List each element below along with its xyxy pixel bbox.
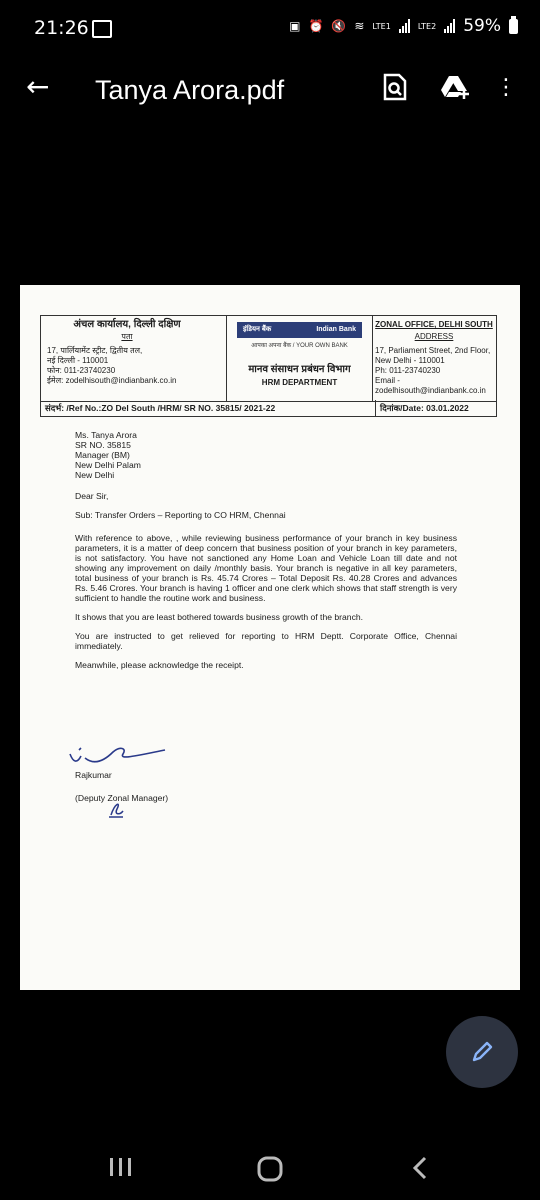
email-english: Email - zodelhisouth@indianbank.co.in (375, 376, 486, 395)
address-label-hindi: पता (121, 332, 133, 341)
body-paragraph: With reference to above, , while reviewing business performance of your branch in key business parameters, it is a matter of deep concern that business position of your branch in key parameters, is not satisfactory. You have not sanctioned any Home Loan and Vehicle Loan till date and not showing any improvement on daily /monthly basis. Your branch is negative in all key parameters, total business of your branch is Rs. 45.74 Crores – Total Deposit Rs. 40.28 Crores and advances Rs. 5.46 Crores. Your branch is having 1 officer and one clerk which shows that staff strength is very sufficient to handle the routine work and business. (75, 533, 457, 603)
addressee-line: Manager (BM) (75, 450, 130, 460)
indian-bank-logo (237, 322, 362, 338)
addressee-line: Ms. Tanya Arora (75, 430, 137, 440)
status-icons (289, 16, 518, 36)
reference-number: संदर्भ: /Ref No.:ZO Del South /HRM/ SR NO. 35815/ 2021-22 (45, 403, 276, 413)
battery-percent: 59% (463, 16, 501, 36)
navigation-bar (0, 1135, 540, 1200)
screenshot-icon: ▣ (289, 19, 301, 33)
battery-icon (509, 19, 518, 34)
letterhead-center (226, 316, 373, 401)
phone-hindi: फोन: 011-23740230 (47, 366, 116, 375)
subject-line: Sub: Transfer Orders – Reporting to CO HRM, Chennai (75, 510, 286, 520)
signatory-title: (Deputy Zonal Manager) (75, 793, 169, 803)
signal-icon-2 (444, 19, 455, 33)
find-in-page-icon[interactable] (378, 70, 412, 104)
wifi-icon: ≋ (354, 19, 365, 33)
office-title-hindi: अंचल कार्यालय, दिल्ली दक्षिण (73, 319, 181, 330)
body-paragraph: Meanwhile, please acknowledge the receipt. (75, 660, 244, 670)
letterhead (40, 315, 497, 402)
recents-icon[interactable] (106, 1155, 136, 1179)
addressee-line: New Delhi Palam (75, 460, 141, 470)
office-title-english: ZONAL OFFICE, DELHI SOUTH (375, 320, 493, 329)
salutation: Dear Sir, (75, 491, 109, 501)
logo-text-english: Indian Bank (316, 326, 356, 333)
back-arrow-icon[interactable]: ← (26, 70, 50, 103)
department-hindi: मानव संसाधन प्रबंधन विभाग (248, 364, 351, 375)
letterhead-english (375, 320, 493, 396)
edit-pencil-icon (469, 1039, 495, 1065)
logo-text-hindi: इंडियन बैंक (243, 326, 272, 333)
app-bar (0, 58, 540, 122)
signature-image (65, 740, 185, 768)
document-title: Tanya Arora.pdf (95, 75, 285, 105)
alarm-icon: ⏰ (308, 19, 324, 33)
gallery-icon (92, 20, 112, 38)
initial-mark-image (105, 799, 127, 819)
letter-date: दिनांक/Date: 03.01.2022 (375, 400, 469, 416)
body-paragraph: You are instructed to get relieved for reporting to HRM Deptt. Corporate Office, Chennai immediately. (75, 631, 457, 651)
body-paragraph: It shows that you are least bothered towards business growth of the branch. (75, 612, 364, 622)
bank-tagline: आपका अपना बैंक / YOUR OWN BANK (251, 343, 348, 349)
back-icon[interactable] (408, 1155, 434, 1181)
add-to-drive-icon[interactable] (438, 70, 472, 104)
home-icon[interactable] (256, 1155, 284, 1183)
letter-body (75, 430, 457, 679)
status-bar (0, 0, 540, 58)
addressee-block (75, 430, 457, 480)
pdf-page[interactable] (20, 285, 520, 990)
reference-row (40, 400, 497, 417)
address-line1-english: 17, Parliament Street, 2nd Floor, (375, 346, 491, 355)
status-time: 21:26 (34, 17, 89, 39)
email-hindi: ईमेल: zodelhisouth@indianbank.co.in (47, 376, 177, 385)
addressee-line: SR NO. 35815 (75, 440, 131, 450)
sim2-label: LTE2 (417, 21, 437, 31)
mute-icon: 🔇 (331, 19, 347, 33)
letterhead-hindi (47, 320, 207, 386)
address-line2-english: New Delhi - 110001 (375, 356, 445, 365)
signal-icon (399, 19, 410, 33)
edit-fab-button[interactable] (446, 1016, 518, 1088)
more-vert-icon[interactable]: ⋮ (495, 74, 517, 100)
phone-english: Ph: 011-23740230 (375, 366, 441, 375)
address-line2-hindi: नई दिल्ली - 110001 (47, 356, 109, 365)
address-label-english: ADDRESS (414, 332, 454, 341)
department-english: HRM DEPARTMENT (261, 378, 338, 387)
addressee-line: New Delhi (75, 470, 115, 480)
address-line1-hindi: 17, पार्लियामेंट स्ट्रीट, द्वितीय तल, (47, 346, 143, 355)
sim1-label: LTE1 (372, 21, 391, 31)
signatory-name: Rajkumar (75, 770, 112, 780)
